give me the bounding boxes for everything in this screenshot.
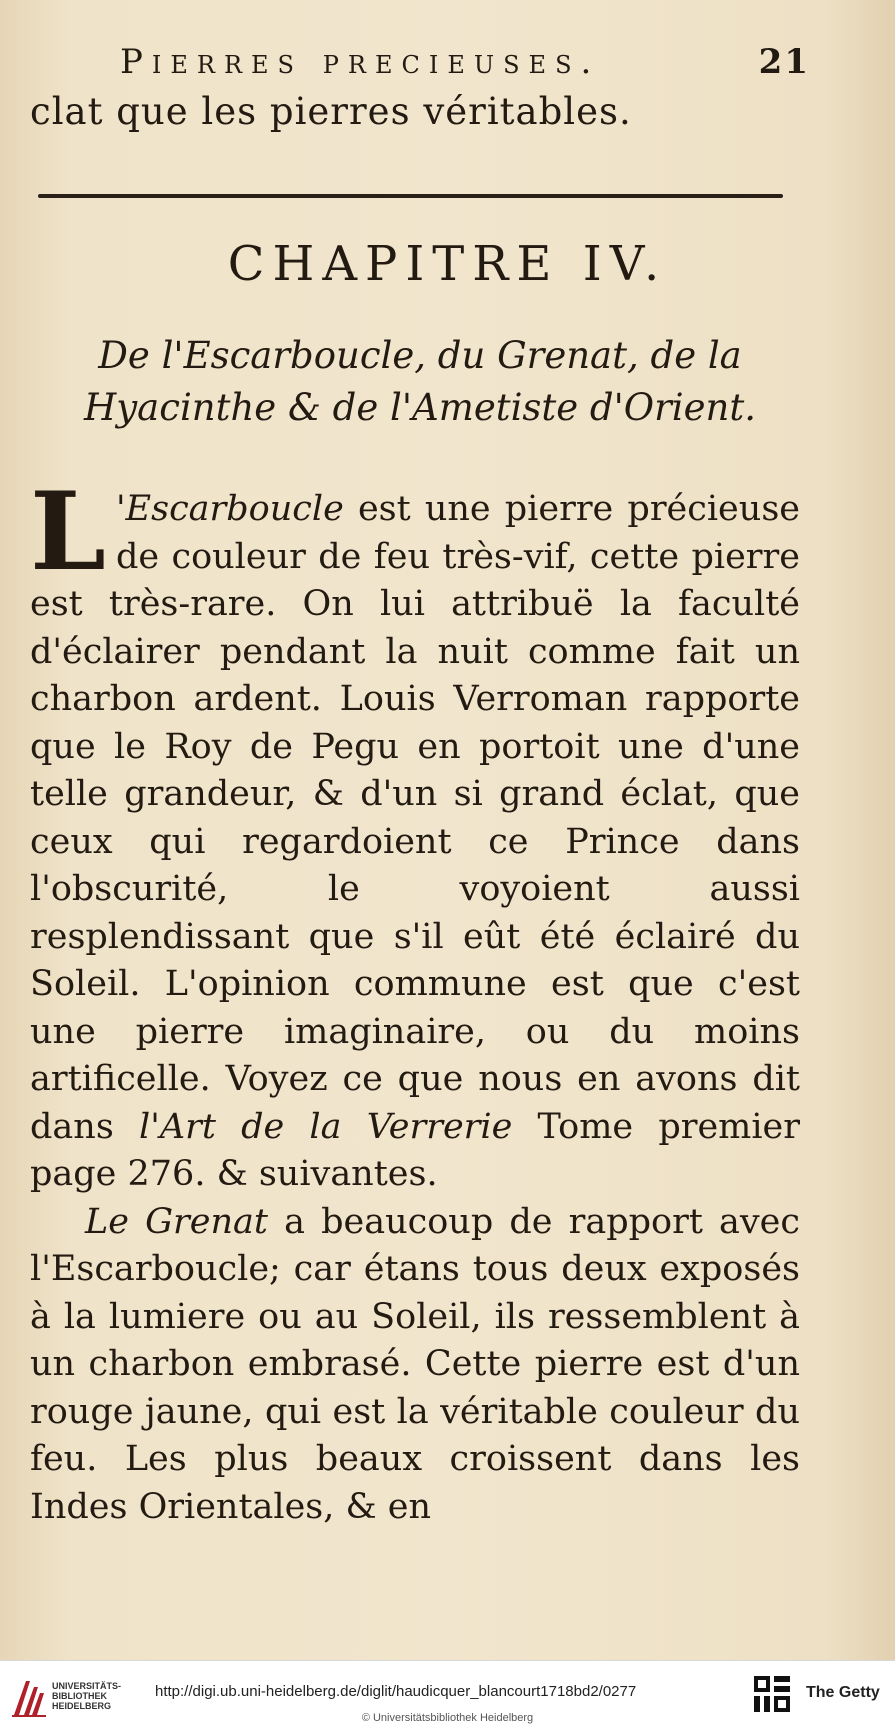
drop-cap: L [30, 469, 106, 595]
library-name-line-1: UNIVERSITÄTS- [52, 1681, 122, 1691]
paragraph-grenat [30, 1199, 800, 1532]
getty-partner-name: The Getty [806, 1684, 880, 1701]
university-library-name [52, 1681, 142, 1711]
term-escarboucle: 'Escarboucle [115, 489, 344, 529]
paragraph-2-text: a beaucoup de rapport avec l'Escarboucle; car étans tous deux exposés à la lumiere ou au Soleil, ils ressemblent à un charbon embrasé. Cette pierre est d'un rouge jaune, qui est la véritable couleur du feu. Les plus beaux croissent dans les Indes Orientales, & en [30, 1201, 800, 1527]
library-name-line-2: BIBLIOTHEK [52, 1691, 107, 1701]
paragraph-1-end: Tome premier page 276. & suivantes. [30, 1106, 801, 1194]
paragraph-1-text: est une pierre précieuse de couleur de feu très-vif, cette pierre est très-rare. On lui attribuë la faculté d'éclairer pendant la nuit comme fait un charbon ardent. Louis Verroman rapporte que le Roy de Pegu en portoit une d'une telle grandeur, & d'un si grand éclat, que ceux qui regardoient ce Prince dans l'obscurité, le voyoient aussi resplendissant que s'il eût été éclairé du Soleil. L'opinion commune est que c'est une pierre imaginaire, ou du moins artificelle. Voyez ce que nous en avons dit dans [30, 489, 800, 1147]
chapter-heading: CHAPITRE IV. [227, 236, 668, 292]
page-number: 21 [758, 42, 810, 82]
term-grenat: Le Grenat [85, 1201, 268, 1242]
chapter-divider-rule [38, 194, 783, 198]
copyright-notice: © Universitätsbibliothek Heidelberg [361, 1712, 534, 1724]
chapter-subtitle: De l'Escarboucle, du Grenat, de la Hyacinthe & de l'Ametiste d'Orient. [84, 334, 756, 429]
paragraph-escarboucle [30, 469, 801, 1199]
running-header [120, 42, 810, 86]
viewer-footer [0, 1660, 895, 1736]
reference-art-verrerie: l'Art de la Verrerie [139, 1106, 513, 1147]
carryover-line: clat que les pierres véritables. [30, 90, 632, 133]
permalink-url[interactable]: http://digi.ub.uni-heidelberg.de/diglit/haudicquer_blancourt1718bd2/0277 [155, 1683, 637, 1700]
library-name-line-3: HEIDELBERG [52, 1701, 112, 1711]
body-text [30, 469, 801, 1531]
running-head-title: Pierres precieuses. [120, 42, 601, 82]
getty-logo-icon[interactable] [752, 1674, 792, 1714]
